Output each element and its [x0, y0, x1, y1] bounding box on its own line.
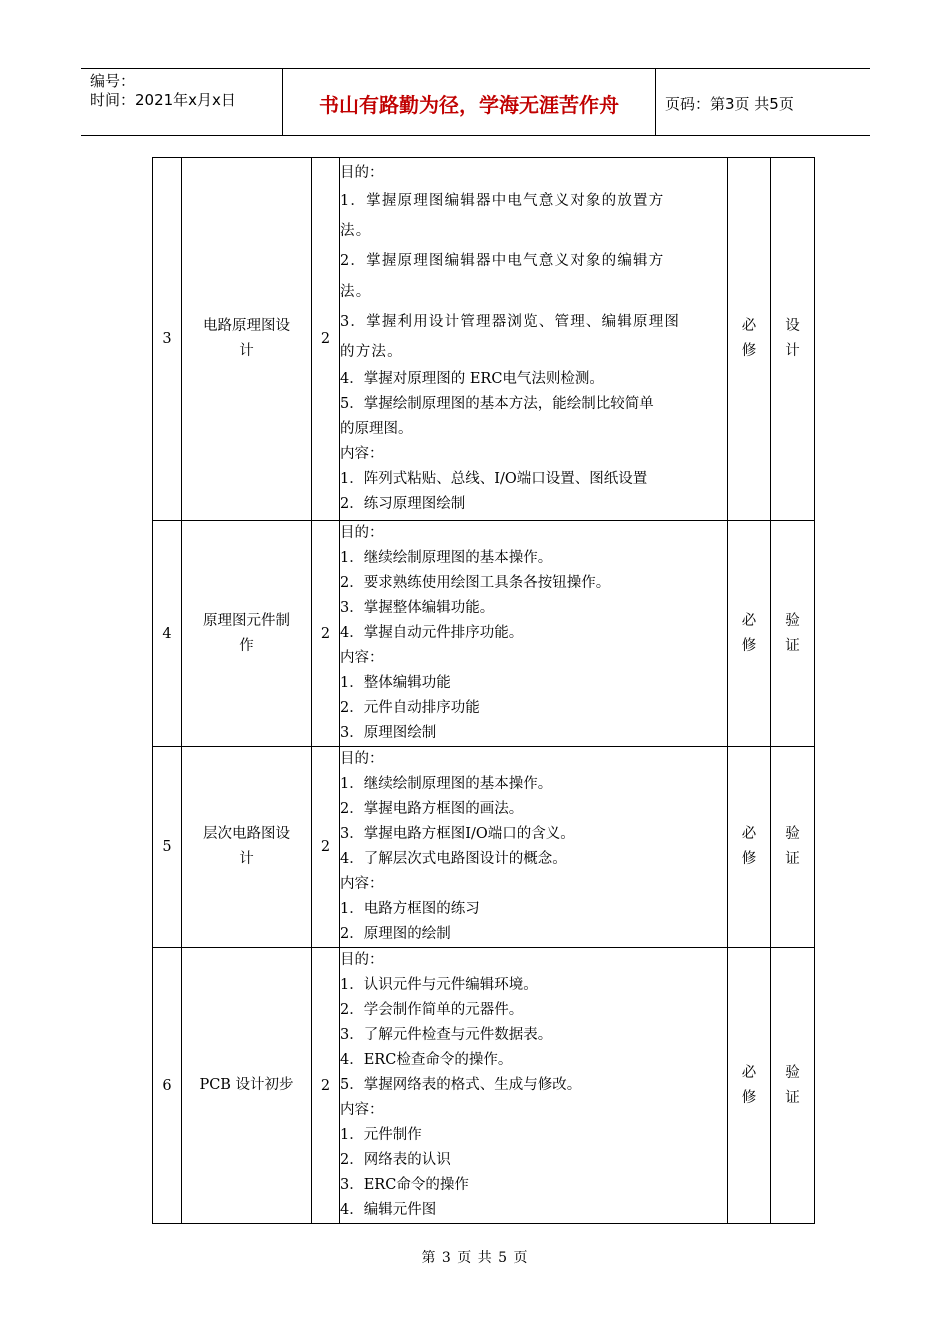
- experiment-description: [340, 747, 728, 948]
- description-line: 1．阵列式粘贴、总线、I/O端口设置、图纸设置: [340, 471, 648, 488]
- description-line: 3．掌握电路方框图I/O端口的含义。: [340, 826, 575, 842]
- description-line: 的方法。: [340, 343, 403, 360]
- requirement: [728, 747, 771, 948]
- description-line: 内容：: [340, 876, 384, 892]
- description-line: 法。: [340, 223, 372, 240]
- type-char: 证: [785, 851, 800, 867]
- page-header: [81, 68, 870, 136]
- table-row: [153, 747, 815, 948]
- type-char: 验: [785, 826, 800, 842]
- description-line: 5．掌握绘制原理图的基本方法，能绘制比较简单: [340, 396, 654, 413]
- table-row: [153, 158, 815, 521]
- description-line: 4．编辑元件图: [340, 1202, 437, 1218]
- description-line: 内容：: [340, 650, 384, 666]
- page-footer: 第 3 页 共 5 页: [421, 1250, 529, 1266]
- course-table: [152, 157, 815, 1224]
- type-char: 验: [785, 612, 800, 629]
- description-line: 1．元件制作: [340, 1127, 422, 1143]
- description-line: 1．认识元件与元件编辑环境。: [340, 977, 538, 993]
- experiment-name: [182, 948, 312, 1224]
- description-line: 3．了解元件检查与元件数据表。: [340, 1027, 553, 1043]
- document-time-label: 时间：2021年x月x日: [90, 91, 236, 109]
- description-line: 3．ERC命令的操作: [340, 1177, 469, 1193]
- requirement: [728, 158, 771, 521]
- requirement-char: 修: [741, 343, 757, 359]
- requirement-char: 修: [741, 851, 757, 867]
- description-line: 3．掌握利用设计管理器浏览、管理、编辑原理图: [340, 313, 681, 330]
- description-line: 4．掌握自动元件排序功能。: [340, 625, 524, 641]
- row-number: 3: [153, 158, 182, 521]
- hours: 2: [312, 747, 340, 948]
- description-line: 2．掌握原理图编辑器中电气意义对象的编辑方: [340, 253, 665, 270]
- hours: 2: [312, 948, 340, 1224]
- experiment-name-line: 计: [239, 851, 254, 867]
- description-line: 的原理图。: [340, 421, 413, 438]
- description-line: 4．了解层次式电路图设计的概念。: [340, 851, 567, 867]
- experiment-name-line: 层次电路图设: [203, 826, 290, 842]
- experiment-name-line: 计: [239, 343, 254, 359]
- description-line: 2．元件自动排序功能: [340, 700, 480, 716]
- hours: 2: [312, 521, 340, 747]
- description-line: 4．掌握对原理图的 ERC电气法则检测。: [340, 371, 604, 388]
- description-line: 2．原理图的绘制: [340, 926, 451, 942]
- requirement-char: 必: [741, 318, 757, 334]
- type-char: 验: [785, 1064, 800, 1081]
- type-char: 设: [785, 318, 800, 334]
- description-line: 2．网络表的认识: [340, 1152, 451, 1168]
- experiment-description: [340, 158, 728, 521]
- header-page-label: 页码：第3页 共5页: [665, 95, 794, 113]
- requirement: [728, 948, 771, 1224]
- requirement-char: 必: [741, 612, 757, 629]
- description-line: 目的：: [340, 751, 384, 767]
- experiment-description: [340, 948, 728, 1224]
- type-char: 计: [785, 343, 800, 359]
- requirement-char: 必: [741, 826, 757, 842]
- description-line: 内容：: [340, 1102, 384, 1118]
- experiment-name-line: 原理图元件制: [203, 612, 290, 629]
- requirement-char: 修: [741, 1089, 757, 1106]
- experiment-type: [771, 747, 815, 948]
- description-line: 1．整体编辑功能: [340, 675, 451, 691]
- description-line: 1．掌握原理图编辑器中电气意义对象的放置方: [340, 192, 665, 209]
- experiment-name: [182, 158, 312, 521]
- description-line: 1．继续绘制原理图的基本操作。: [340, 550, 553, 566]
- header-motto: 书山有路勤为径，学海无涯苦作舟: [319, 92, 619, 117]
- header-divider: [655, 69, 656, 135]
- experiment-type: [771, 158, 815, 521]
- requirement-char: 修: [741, 637, 757, 654]
- type-char: 证: [785, 1089, 800, 1106]
- experiment-description: [340, 521, 728, 747]
- description-line: 4．ERC检查命令的操作。: [340, 1052, 513, 1068]
- description-line: 法。: [340, 283, 372, 300]
- experiment-name: [182, 521, 312, 747]
- requirement-char: 必: [741, 1064, 757, 1081]
- row-number: 5: [153, 747, 182, 948]
- experiment-type: [771, 521, 815, 747]
- description-line: 目的：: [340, 525, 384, 541]
- description-line: 1．继续绘制原理图的基本操作。: [340, 776, 553, 792]
- description-line: 2．掌握电路方框图的画法。: [340, 801, 524, 817]
- description-line: 2．练习原理图绘制: [340, 496, 466, 513]
- experiment-name: [182, 747, 312, 948]
- table-row: [153, 948, 815, 1224]
- description-line: 3．掌握整体编辑功能。: [340, 600, 495, 616]
- experiment-name-line: PCB 设计初步: [199, 1077, 294, 1093]
- document-number-label: 编号：: [90, 72, 136, 90]
- row-number: 6: [153, 948, 182, 1224]
- description-line: 3．原理图绘制: [340, 725, 437, 741]
- hours: 2: [312, 158, 340, 521]
- description-line: 2．学会制作简单的元器件。: [340, 1002, 524, 1018]
- table-row: [153, 521, 815, 747]
- header-meta: [90, 72, 236, 110]
- requirement: [728, 521, 771, 747]
- description-line: 目的：: [340, 164, 384, 181]
- description-line: 目的：: [340, 952, 384, 968]
- experiment-name-line: 作: [239, 637, 254, 654]
- row-number: 4: [153, 521, 182, 747]
- experiment-name-line: 电路原理图设: [203, 318, 290, 334]
- description-line: 1．电路方框图的练习: [340, 901, 480, 917]
- type-char: 证: [785, 637, 800, 654]
- description-line: 2．要求熟练使用绘图工具条各按钮操作。: [340, 575, 611, 591]
- description-line: 内容：: [340, 446, 384, 463]
- description-line: 5．掌握网络表的格式、生成与修改。: [340, 1077, 582, 1093]
- experiment-type: [771, 948, 815, 1224]
